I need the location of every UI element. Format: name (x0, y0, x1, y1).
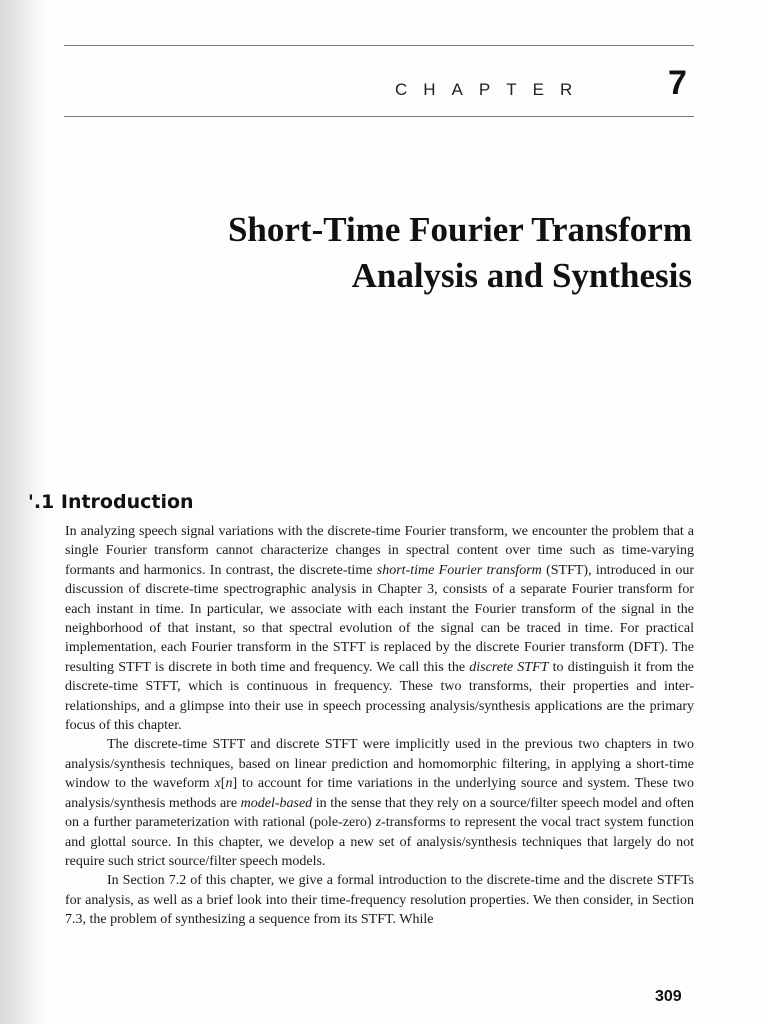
text-run: in the sense that they rely on a source/filter speech model and often on a further parameterization with rational (pole-zero) (65, 795, 694, 831)
chapter-number: 7 (668, 64, 687, 102)
body-text (65, 522, 694, 930)
text-run: ] to account for time variations in the underlying source and system. These two analysis/synthesis methods are (65, 776, 694, 811)
text-run: -transforms to represent the vocal tract system function and glottal source. In this chapter, we develop a new set of analysis/synthesis techniques that largely do not require such strict source/filter speech models. (65, 815, 694, 869)
text-run: [ (220, 776, 226, 792)
italic-run: model-based (240, 795, 313, 811)
section-heading: '.1 Introduction (28, 491, 194, 513)
text-run: In analyzing speech signal variations with the discrete-time Fourier transform, we encounter the problem that a single Fourier transform cannot characterize changes in spectral content over time such as time-varying formants and harmonics. In contrast, the discrete-time (65, 524, 694, 578)
italic-run: short-time Fourier transform (376, 562, 542, 578)
italic-run: z (375, 815, 382, 831)
paragraph-3 (65, 871, 694, 929)
header-rule-bottom (64, 116, 694, 117)
text-run: (STFT), introduced in our discussion of discrete-time spectrographic analysis in Chapter 3, consists of a separate Fourier transform for each instant in time. In particular, we associate with each instant the Fourier transform of the signal in the neighborhood of that instant, so that spectral evolution of the signal can be traced in time. For practical implementation, each Fourier transform in the STFT is replaced by the discrete Fourier transform (DFT). The resulting STFT is discrete in both time and frequency. We call this the (65, 562, 694, 675)
chapter-title-line-1: Short-Time Fourier Transform (227, 210, 692, 249)
italic-run: n (225, 776, 233, 792)
page-number: 309 (655, 988, 682, 1005)
text-run: In Section 7.2 of this chapter, we give a formal introduction to the discrete-time and the discrete STFTs for analysis, as well as a brief look into their time-frequency resolution properties. We then consider, in Section 7.3, the problem of synthesizing a sequence from its STFT. While (65, 873, 694, 928)
paragraph-2 (65, 735, 694, 871)
chapter-title (228, 207, 692, 299)
header-rule-top (64, 45, 694, 46)
chapter-label: CHAPTER (395, 80, 589, 99)
italic-run: x (214, 776, 221, 792)
paragraph-1 (65, 522, 694, 735)
text-run: The discrete-time STFT and discrete STFT were implicitly used in the previous two chapters in two analysis/synthesis techniques, based on linear prediction and homomorphic filtering, in applying a short-time window to the waveform (65, 737, 694, 792)
chapter-title-line-2: Analysis and Synthesis (351, 256, 692, 295)
text-run: to distinguish it from the discrete-time STFT, which is continuous in frequency. These two transforms, their properties and inter-relationships, and a glimpse into their use in speech processing analysis/synthesis applications are the primary focus of this chapter. (65, 659, 694, 734)
italic-run: discrete STFT (469, 659, 549, 675)
